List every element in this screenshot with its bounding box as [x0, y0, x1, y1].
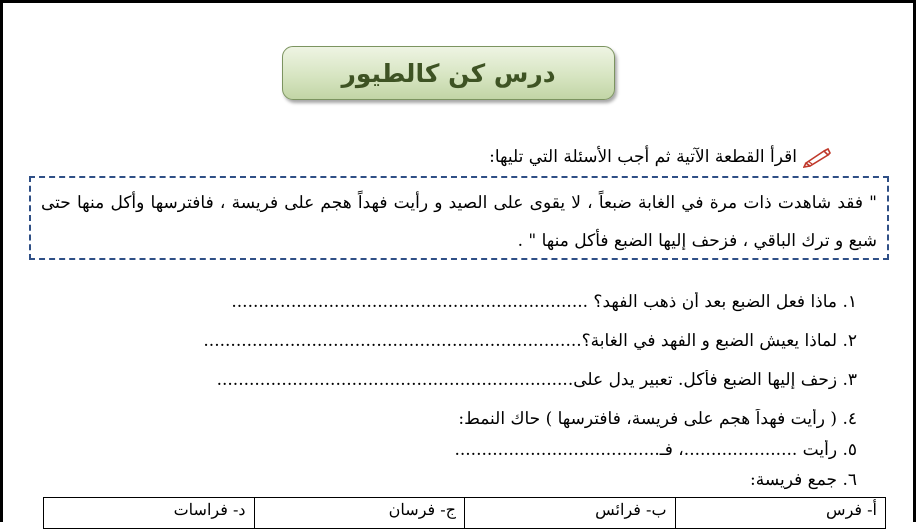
option-b[interactable]: ب- فرائس: [465, 498, 676, 529]
question-1: [63, 292, 857, 318]
option-c[interactable]: ج- فرسان: [254, 498, 465, 529]
lesson-title-banner: [282, 46, 615, 100]
question-5: [63, 440, 857, 466]
question-number: ٤.: [842, 409, 857, 429]
answer-options-table: [43, 497, 886, 529]
question-2: [63, 331, 857, 357]
reading-passage-box: [29, 176, 889, 260]
question-text: جمع فريسة:: [750, 470, 838, 490]
question-number: ٢.: [842, 331, 857, 351]
lesson-title: درس كن كالطيور: [341, 58, 556, 88]
question-text: زحف إليها الضبع فأكل. تعبير يدل على..................................................................: [216, 370, 838, 390]
question-text: ماذا فعل الضبع بعد أن ذهب الفهد؟ ..................................................................: [231, 292, 838, 312]
question-number: ١.: [842, 292, 857, 312]
question-3: [63, 370, 857, 396]
question-text: رأيت .....................، فـ......................................: [454, 440, 838, 460]
question-number: ٥.: [842, 440, 857, 460]
option-d[interactable]: د- فراسات: [44, 498, 255, 529]
instruction-text: اقرأ القطعة الآتية ثم أجب الأسئلة التي تليها:: [489, 147, 797, 167]
question-4: [63, 409, 857, 435]
pencil-icon: [803, 146, 833, 168]
question-number: ٣.: [842, 370, 857, 390]
question-number: ٦.: [842, 470, 857, 490]
reading-passage: " فقد شاهدت ذات مرة في الغابة ضبعاً ، لا يقوى على الصيد و رأيت فهداً هجم على فريسة ، فافترسها وأكل منها حتى شبع و ترك الباقي ، فزحف إليها الضبع فأكل منها " .: [41, 193, 877, 251]
question-text: لماذا يعيش الضبع و الفهد في الغابة؟......................................................................: [203, 331, 838, 351]
option-a[interactable]: أ- فرس: [675, 498, 886, 529]
instruction-row: [133, 146, 833, 168]
question-text: ( رأيت فهداً هجم على فريسة، فافترسها ) حاك النمط:: [458, 409, 838, 429]
question-6: [63, 470, 857, 496]
